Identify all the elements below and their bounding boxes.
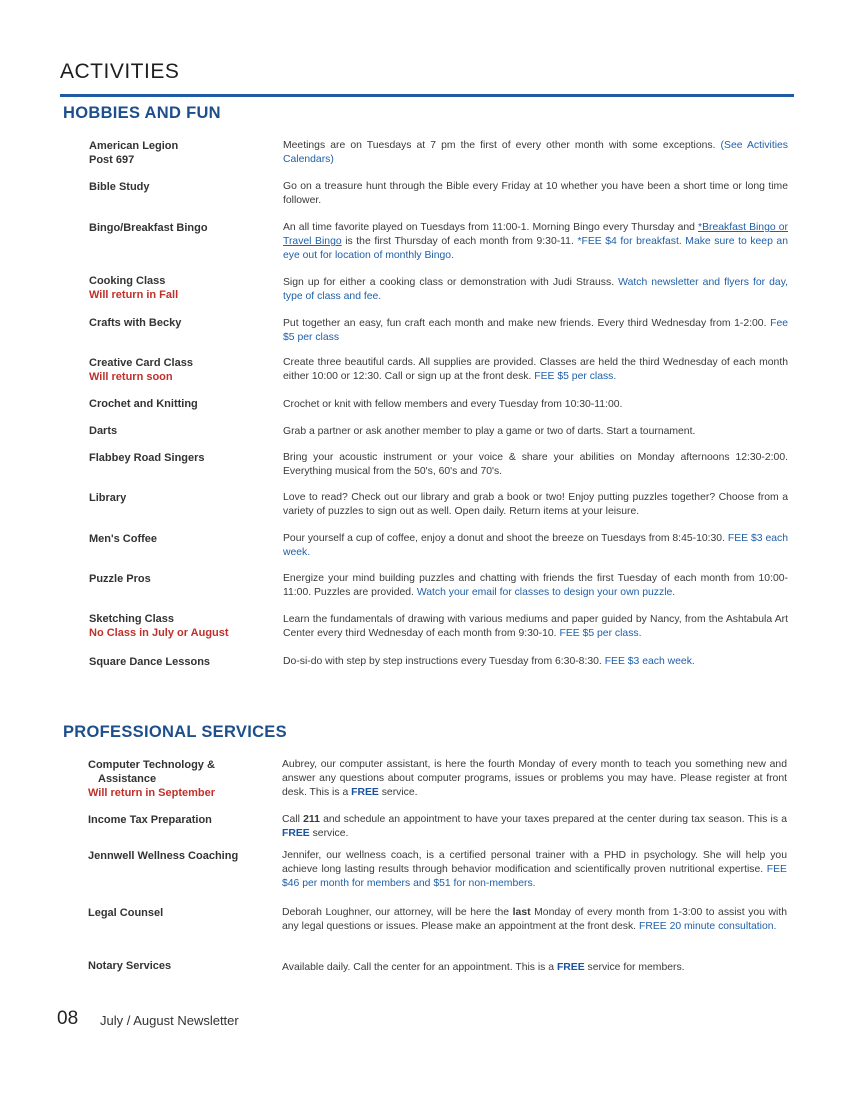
activity-name: Cooking Class Will return in Fall [89, 274, 269, 302]
activity-name: Puzzle Pros [89, 573, 151, 585]
activity-description: Sign up for either a cooking class or demonstration with Judi Strauss. Watch newsletter and flyers for day, type of class and fee. [283, 277, 789, 302]
activity-description: Put together an easy, fun craft each month and make new friends. Every third Wednesday from 1-2:00. Fee $5 per class [283, 318, 788, 343]
activity-name: Bible Study [89, 181, 150, 193]
service-name: Jennwell Wellness Coaching [88, 850, 239, 862]
activity-name: Flabbey Road Singers [89, 452, 205, 464]
status-note: No Class in July or August [89, 627, 229, 639]
service-description: Call 211 and schedule an appointment to have your taxes prepared at the center during tax season. This is a FREE service. [282, 814, 788, 839]
activity-name: American Legion Post 697 [89, 140, 179, 166]
activity-description: Bring your acoustic instrument or your voice & share your abilities on Monday afternoons 12:30-2:00. Everything musical from the 50's, 60's and 70's. [283, 452, 788, 477]
activity-name: Crochet and Knitting [89, 398, 198, 410]
activity-name: Square Dance Lessons [89, 656, 211, 668]
activity-description: An all time favorite played on Tuesdays from 11:00-1. Morning Bingo every Thursday and *Breakfast Bingo or Travel Bingo is the first Thursday of each month from 9:30-11. *FEE $4 for breakfast. Make sure to keep an eye out for location of monthly Bingo. [283, 222, 788, 261]
activity-description: Grab a partner or ask another member to play a game or two of darts. Start a tournament. [283, 426, 696, 437]
section-heading-professional: PROFESSIONAL SERVICES [63, 723, 287, 741]
service-name: Income Tax Preparation [88, 814, 212, 826]
activity-description: Love to read? Check out our library and grab a book or two! Enjoy putting puzzles together? Choose from a variety of puzzles to sign out as well. Open daily. Return items at your leisure. [283, 492, 788, 517]
activity-description: Meetings are on Tuesdays at 7 pm the first of every other month with some exceptions. (See Activities Calendars) [283, 140, 788, 165]
service-description: Jennifer, our wellness coach, is a certified personal trainer with a PHD in psychology. She will help you achieve long lasting results through behavior modification and scientifically proven nutritional expertise. FEE $46 per month for members and $51 for non-members. [282, 850, 787, 889]
service-name: Computer Technology & Assistance Will return in September [88, 758, 268, 800]
page-number: 08 [57, 1008, 79, 1029]
activity-name: Men's Coffee [89, 533, 158, 545]
status-note: Will return soon [89, 371, 173, 383]
status-note: Will return in September [88, 787, 216, 799]
page-title: ACTIVITIES [60, 60, 180, 83]
activity-description: Do-si-do with step by step instructions every Tuesday from 6:30-8:30. FEE $3 each week. [283, 656, 695, 667]
activity-name: Crafts with Becky [89, 317, 182, 329]
activity-description: Crochet or knit with fellow members and every Tuesday from 10:30-11:00. [283, 399, 623, 410]
newsletter-title: July / August Newsletter [100, 1013, 239, 1028]
service-name: Legal Counsel [88, 907, 164, 919]
activity-name: Darts [89, 425, 118, 437]
service-description: Available daily. Call the center for an appointment. This is a FREE service for members. [282, 962, 685, 973]
activity-description: Learn the fundamentals of drawing with various mediums and paper guided by Nancy, from the Ashtabula Art Center every third Wednesday of each month from 9:30-10. FEE $5 per class. [283, 614, 788, 639]
section-heading-hobbies: HOBBIES AND FUN [63, 104, 221, 122]
status-note: Will return in Fall [89, 289, 179, 301]
activity-name: Sketching Class No Class in July or August [89, 612, 269, 640]
service-description: Deborah Loughner, our attorney, will be here the last Monday of every month from 1-3:00 to assist you with any legal questions or issues. Please make an appointment at the front desk. FREE 20 minute consultation. [282, 907, 788, 932]
title-divider [60, 94, 794, 97]
activity-description: Create three beautiful cards. All supplies are provided. Classes are held the third Wednesday of each month either 10:00 or 12:30. Call or sign up at the front desk. FEE $5 per class. [283, 357, 788, 382]
activity-name: Creative Card Class Will return soon [89, 356, 269, 384]
service-name: Notary Services [88, 960, 172, 972]
service-description: Aubrey, our computer assistant, is here the fourth Monday of every month to teach you something new and answer any questions about computer programs, issues or problems you may have. Please register at front desk. This is a FREE service. [282, 759, 787, 798]
activity-description: Go on a treasure hunt through the Bible every Friday at 10 whether you have been a short time or long time follower. [283, 181, 788, 206]
breakfast-bingo-link[interactable]: *Breakfast Bingo or Travel Bingo [283, 222, 788, 247]
activity-description: Energize your mind building puzzles and chatting with friends the first Tuesday of each month from 10:00-11:00. Puzzles are provided. Watch your email for classes to design your own puzzle. [283, 573, 788, 598]
activity-description: Pour yourself a cup of coffee, enjoy a donut and shoot the breeze on Tuesdays from 8:45-10:30. FEE $3 each week. [283, 533, 788, 558]
activity-name: Bingo/Breakfast Bingo [89, 222, 208, 234]
activity-name: Library [89, 492, 127, 504]
